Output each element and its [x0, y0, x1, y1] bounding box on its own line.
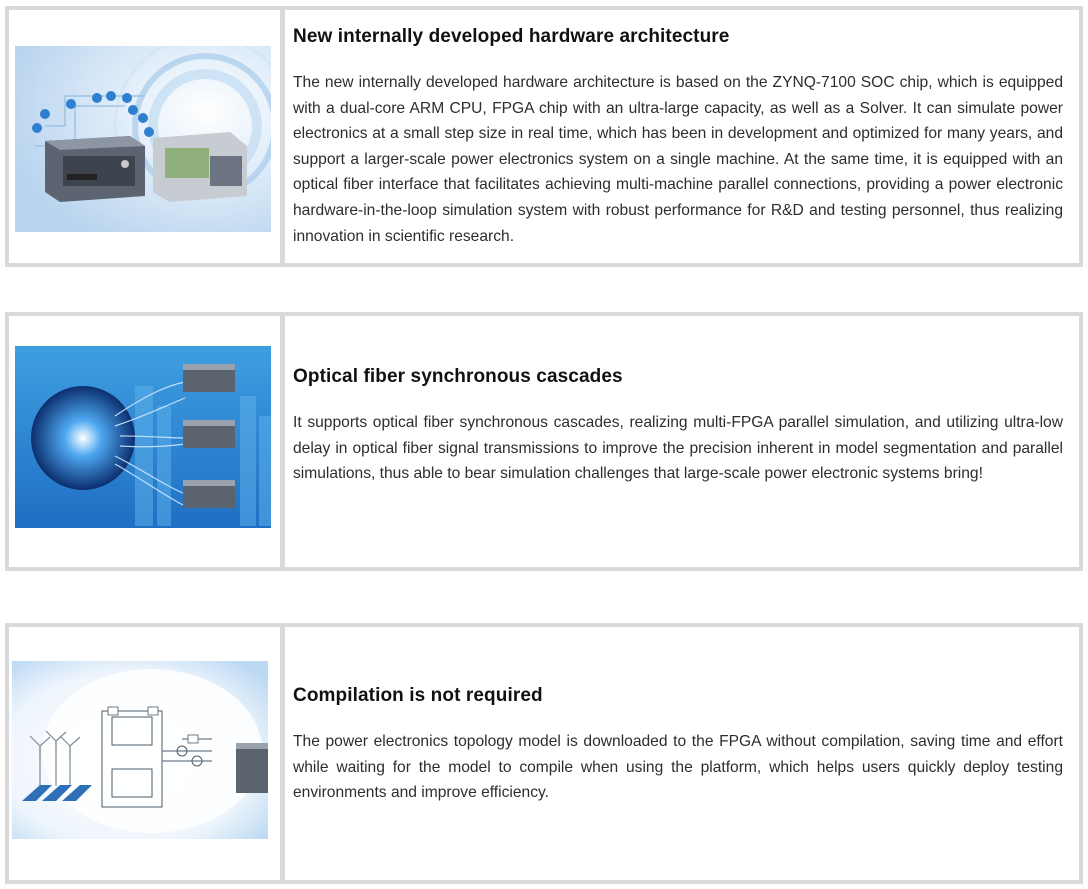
card-divider	[280, 312, 285, 571]
compilation-topology-image	[12, 661, 268, 839]
feature-description: It supports optical fiber synchronous cascades, realizing multi-FPGA parallel simulation, and utilizing ultra-low delay in optical fiber signal transmissions to improve the precision inherent in model segmentation and parallel simulations, thus able to bear simulation challenges that large-scale power electronic systems bring!	[293, 414, 1063, 483]
feature-card-hardware	[5, 6, 1083, 267]
feature-title: New internally developed hardware architecture	[293, 26, 730, 47]
card-divider	[280, 6, 285, 267]
card-divider	[280, 623, 285, 884]
feature-text	[293, 685, 1063, 806]
feature-title: Compilation is not required	[293, 685, 543, 706]
feature-description: The new internally developed hardware architecture is based on the ZYNQ-7100 SOC chip, which is equipped with a dual-core ARM CPU, FPGA chip with an ultra-large capacity, as well as a Solver. It can simulate power electronics at a small step size in real time, which has been in development and optimized for many years, and support a larger-scale power electronics system on a single machine. At the same time, it is equipped with an optical fiber interface that facilitates achieving multi-machine parallel connections, providing a power electronic hardware-in-the-loop simulation system with robust performance for R&D and testing personnel, thus realizing innovation in scientific research.	[293, 74, 1063, 245]
feature-text	[293, 366, 1063, 487]
hardware-architecture-image	[15, 46, 271, 232]
feature-card-optical-fiber	[5, 312, 1083, 571]
optical-fiber-image	[15, 346, 271, 528]
feature-title: Optical fiber synchronous cascades	[293, 366, 623, 387]
feature-card-no-compilation	[5, 623, 1083, 884]
feature-description: The power electronics topology model is downloaded to the FPGA without compilation, saving time and effort while waiting for the model to compile when using the platform, which helps users quickly deploy testing environments and improve efficiency.	[293, 733, 1063, 802]
feature-text	[293, 26, 1063, 249]
